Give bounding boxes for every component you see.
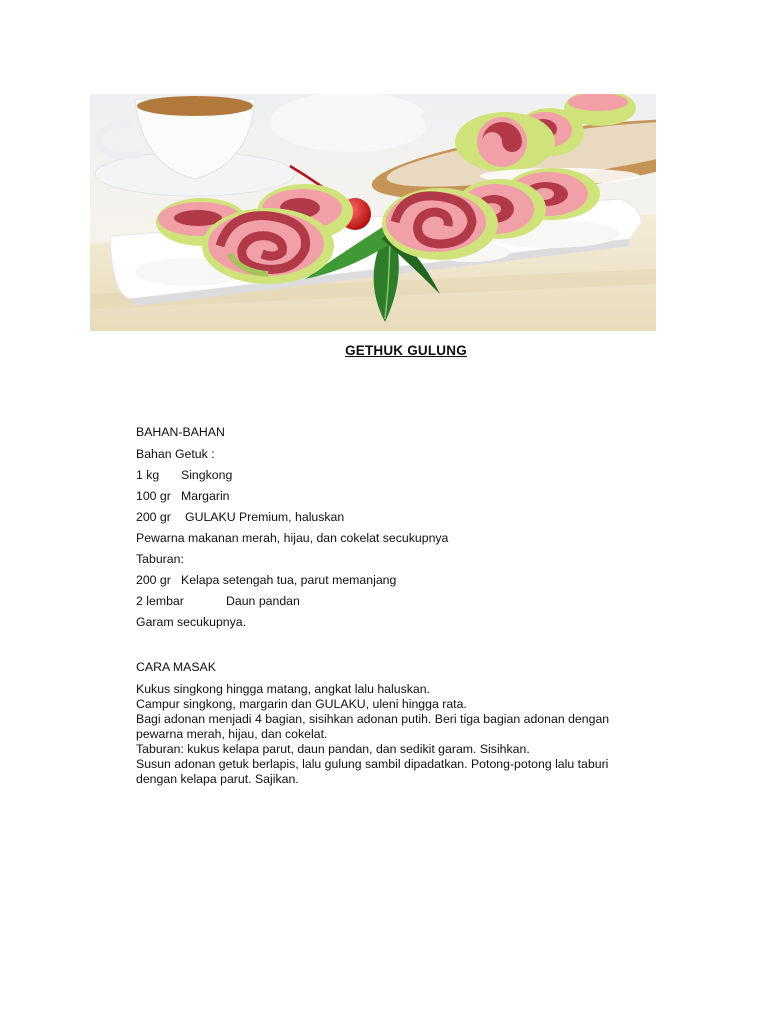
ingredient-qty: 200 gr	[136, 510, 171, 524]
ingredient-qty: 2 lembar	[136, 594, 184, 608]
ingredients-heading: BAHAN-BAHAN	[136, 425, 225, 439]
getuk-subheading: Bahan Getuk :	[136, 447, 215, 461]
ingredient-name: GULAKU Premium, haluskan	[185, 510, 345, 524]
method-steps	[136, 682, 696, 787]
page-title: GETHUK GULUNG	[345, 343, 467, 358]
ingredient-row	[136, 510, 696, 525]
ingredient-row	[136, 573, 696, 588]
method-line: dengan kelapa parut. Sajikan.	[136, 772, 299, 786]
recipe-content	[136, 425, 696, 787]
method-line: Taburan: kukus kelapa parut, daun pandan, dan sedikit garam. Sisihkan.	[136, 742, 530, 756]
method-line: Campur singkong, margarin dan GULAKU, uleni hingga rata.	[136, 697, 467, 711]
ingredient-name: Singkong	[181, 468, 233, 482]
taburan-subheading: Taburan:	[136, 552, 184, 566]
method-line: Bagi adonan menjadi 4 bagian, sisihkan adonan putih. Beri tiga bagian adonan dengan	[136, 712, 610, 726]
ingredient-name: Daun pandan	[226, 594, 300, 608]
ingredient-row	[136, 489, 696, 504]
ingredient-row	[136, 468, 696, 483]
recipe-photo	[90, 94, 656, 331]
garam-line: Garam secukupnya.	[136, 615, 247, 629]
pewarna-line: Pewarna makanan merah, hijau, dan cokelat secukupnya	[136, 531, 449, 545]
method-line: pewarna merah, hijau, dan cokelat.	[136, 727, 328, 741]
ingredient-qty: 200 gr	[136, 573, 171, 587]
method-heading: CARA MASAK	[136, 660, 216, 674]
method-line: Kukus singkong hingga matang, angkat lalu haluskan.	[136, 682, 430, 696]
ingredient-qty: 1 kg	[136, 468, 160, 482]
method-line: Susun adonan getuk berlapis, lalu gulung sambil dipadatkan. Potong-potong lalu taburi	[136, 757, 609, 771]
ingredient-row	[136, 594, 696, 609]
ingredient-name: Kelapa setengah tua, parut memanjang	[181, 573, 397, 587]
ingredient-name: Margarin	[181, 489, 230, 503]
ingredient-qty: 100 gr	[136, 489, 171, 503]
